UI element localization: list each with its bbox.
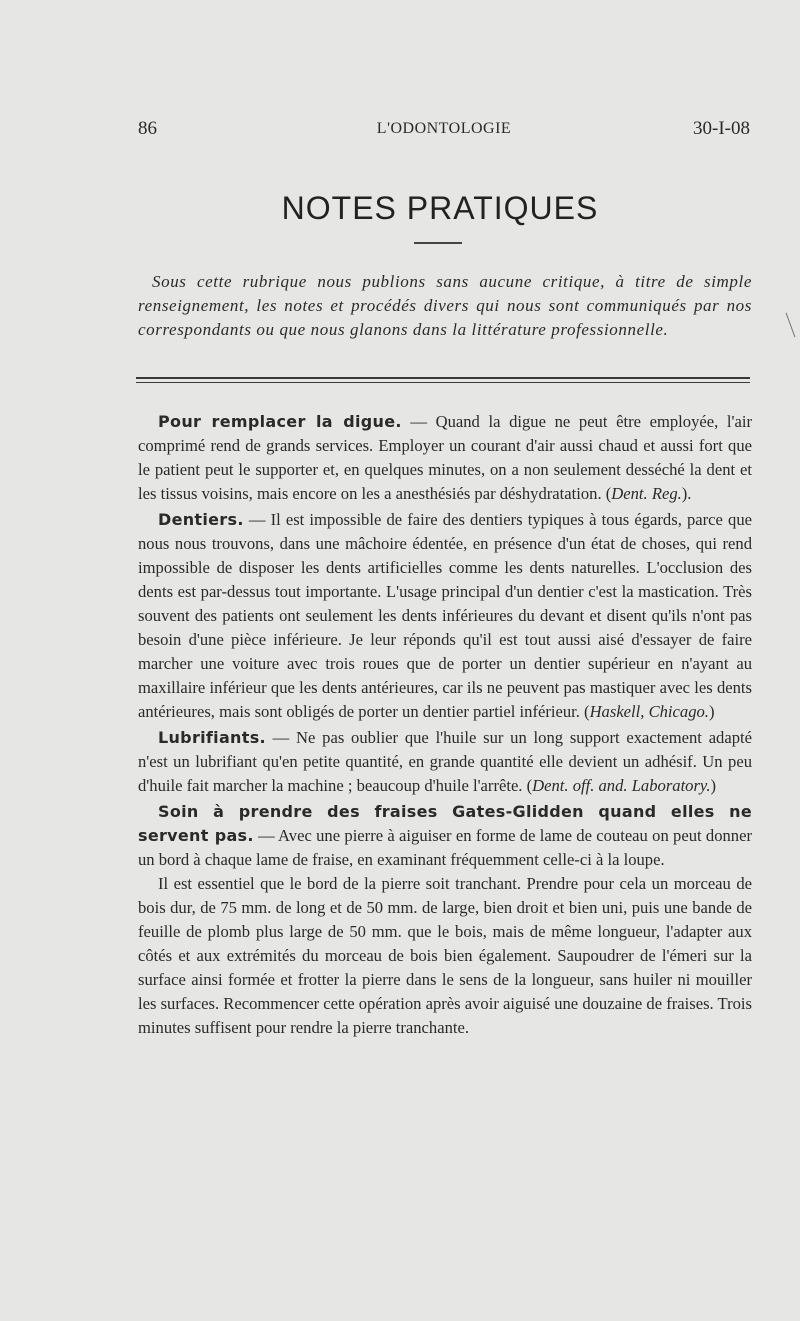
double-rule-divider [136, 377, 750, 383]
journal-title: L'ODONTOLOGIE [376, 120, 512, 137]
note-text-end: ) [708, 702, 715, 721]
title-rule [414, 242, 462, 244]
note-paragraph [138, 800, 752, 872]
final-paragraph: Il est essentiel que le bord de la pierre soit tranchant. Prendre pour cela un morceau de bois dur, de 75 mm. de long et de 50 mm. de large, bien droit et bien uni, puis une bande de feuille de plomb plus large de 50 mm. que le bois, mais de même longueur, l'adapter aux côtés et aux extrémités du morceau de bois bien également. Saupoudrer de l'émeri sur la surface ainsi formée et frotter la pierre dans le sens de la longueur, sans huiler ni mouiller les surfaces. Recommencer cette opération après avoir aiguisé une douzaine de fraises. Trois minutes suffisent pour rendre la pierre tranchante. [138, 874, 752, 1037]
intro-paragraph: Sous cette rubrique nous publions sans aucune critique, à titre de simple renseignement, les notes et procédés divers qui nous sont communiqués par nos correspondants ou que nous glanons dans la littérature professionnelle. [138, 272, 752, 339]
note-paragraph [138, 410, 752, 506]
note-source: Dent. off. and. Laboratory. [532, 776, 711, 795]
note-text: — Avec une pierre à aiguiser en forme de lame de couteau on peut donner un bord à chaque lame de fraise, en examinant fréquemment celle-ci à la loupe. [138, 826, 752, 869]
note-paragraph [138, 508, 752, 724]
note-text: — Quand la digue ne peut être employée, l'air comprimé rend de grands services. Employer un courant d'air aussi chaud et aussi fort que le patient peut le supporter et, en quelques minutes, on a non seulement desséché la dent et les tissus voisins, mais encore on les a anesthésiés par déshydratation. ( [138, 412, 752, 503]
note-text-end: ) [710, 776, 717, 795]
note-heading: Dentiers. [158, 510, 244, 529]
note-text-end: ). [681, 484, 692, 503]
note-source: Dent. Reg. [611, 484, 682, 503]
note-source: Haskell, Chicago. [589, 702, 709, 721]
article-body [138, 410, 752, 1040]
note-text: — Il est impossible de faire des dentiers typiques à tous égards, parce que nous nous trouvons, dans une mâchoire édentée, en présence d'un état de choses, qui rend impossible de disposer les dents artificielles comme les dents naturelles. L'occlusion des dents est par-dessus tout importante. L'usage principal d'un dentier c'est la mastication. Très souvent des patients ont seulement les dents inférieures du devant et disent qu'ils n'ont pas besoin d'une pièce inférieure. Je leur réponds qu'il est tout aussi aisé d'essayer de faire marcher une voiture avec trois roues que de porter un dentier supérieur en n'ayant au maxillaire inférieur que les dents antérieures, car ils ne peuvent pas mastiquer avec les dents antérieures, mais sont obligés de porter un dentier partiel inférieur. ( [138, 510, 752, 721]
margin-mark [786, 313, 796, 338]
issue-date: 30-I-08 [693, 118, 750, 139]
note-paragraph [138, 726, 752, 798]
page-number: 86 [138, 118, 157, 139]
running-header [138, 118, 750, 144]
note-heading: Lubrifiants. [158, 728, 266, 747]
note-text: — Ne pas oublier que l'huile sur un long support exactement adapté n'est un lubrifiant qu'en petite quantité, en grande quantité elle devient un adhésif. Un peu d'huile fait marcher la machine ; beaucoup d'huile l'arrête. ( [138, 728, 752, 795]
note-heading: Soin à prendre des fraises Gates-Glidden quand elles ne servent pas. [138, 802, 752, 845]
section-title: NOTES PRATIQUES [281, 190, 599, 226]
note-heading: Pour remplacer la digue. [158, 412, 402, 431]
